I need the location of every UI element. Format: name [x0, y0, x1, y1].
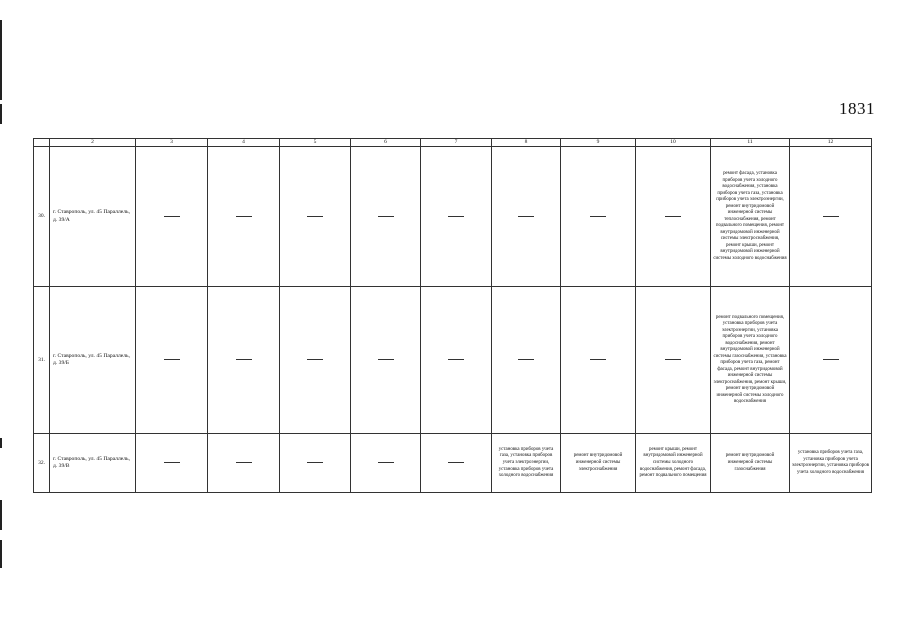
header-row [34, 139, 872, 147]
page-number: 1831 [839, 99, 875, 118]
dash-mark [590, 359, 606, 360]
dash-mark [590, 216, 606, 217]
empty-cell [208, 434, 280, 493]
dash-mark [518, 216, 534, 217]
dash-mark [164, 216, 180, 217]
dash-mark [378, 359, 394, 360]
row-address: г. Ставрополь, ул. 45 Параллель, д. 39/А [50, 147, 136, 287]
header-cell: 8 [492, 139, 561, 147]
work-list-cell: установка приборов учета газа, установка приборов учета электроэнергии, установка приборов учета холодного водоснабжения [492, 434, 561, 493]
header-cell: 3 [136, 139, 208, 147]
header-cell-num [34, 139, 50, 147]
scan-edge-mark [0, 438, 2, 448]
empty-cell [421, 287, 492, 434]
empty-cell [280, 147, 351, 287]
table-row [34, 434, 872, 493]
header-cell: 11 [711, 139, 790, 147]
header-cell: 9 [561, 139, 636, 147]
empty-cell [561, 287, 636, 434]
empty-cell [351, 147, 421, 287]
work-list-cell: ремонт подвального помещения, установка приборов учета электроэнергии, установка приборов учета холодного водоснабжения, ремонт внутридомовой инженерной системы газоснабжения, установка приборов учета газа, ремонт фасада, ремонт внутридомовой инженерной системы электроснабжения, ремонт крыши, ремонт внутридомовой инженерной системы холодного водоснабжения [711, 287, 790, 434]
header-cell: 2 [50, 139, 136, 147]
dash-mark [665, 359, 681, 360]
work-list-cell: ремонт крыши, ремонт внутридомовой инженерной системы холодного водоснабжения, ремонт фасада, ремонт подвального помещения [636, 434, 711, 493]
empty-cell [790, 147, 872, 287]
scan-edge-mark [0, 104, 2, 124]
empty-cell [421, 434, 492, 493]
row-number: 32. [34, 434, 50, 493]
empty-cell [280, 287, 351, 434]
row-address: г. Ставрополь, ул. 45 Параллель, д. 39/В [50, 434, 136, 493]
dash-mark [236, 216, 252, 217]
table-row [34, 147, 872, 287]
scan-edge-mark [0, 500, 2, 530]
dash-mark [307, 216, 323, 217]
empty-cell [636, 287, 711, 434]
dash-mark [448, 359, 464, 360]
empty-cell [351, 287, 421, 434]
dash-mark [665, 216, 681, 217]
dash-mark [164, 462, 180, 463]
empty-cell [136, 287, 208, 434]
scan-edge-mark [0, 540, 2, 568]
empty-cell [561, 147, 636, 287]
empty-cell [280, 434, 351, 493]
empty-cell [790, 287, 872, 434]
housing-works-table [33, 138, 872, 493]
empty-cell [492, 147, 561, 287]
row-number: 31. [34, 287, 50, 434]
dash-mark [307, 359, 323, 360]
row-address: г. Ставрополь, ул. 45 Параллель, д. 39/Б [50, 287, 136, 434]
work-list-cell: установка приборов учета газа, установка приборов учета электроэнергии, установка приборов учета холодного водоснабжения [790, 434, 872, 493]
work-list-cell: ремонт внутридомовой инженерной системы электроснабжения [561, 434, 636, 493]
header-cell: 4 [208, 139, 280, 147]
empty-cell [136, 147, 208, 287]
dash-mark [823, 359, 839, 360]
dash-mark [236, 462, 252, 463]
empty-cell [492, 287, 561, 434]
work-list-cell: ремонт внутридомовой инженерной системы газоснабжения [711, 434, 790, 493]
dash-mark [448, 462, 464, 463]
dash-mark [518, 359, 534, 360]
row-number: 30. [34, 147, 50, 287]
header-cell: 5 [280, 139, 351, 147]
dash-mark [378, 216, 394, 217]
header-cell: 10 [636, 139, 711, 147]
dash-mark [164, 359, 180, 360]
empty-cell [136, 434, 208, 493]
dash-mark [448, 216, 464, 217]
empty-cell [208, 287, 280, 434]
dash-mark [236, 359, 252, 360]
dash-mark [823, 216, 839, 217]
scan-edge-mark [0, 20, 2, 100]
header-cell: 6 [351, 139, 421, 147]
empty-cell [636, 147, 711, 287]
empty-cell [351, 434, 421, 493]
empty-cell [208, 147, 280, 287]
empty-cell [421, 147, 492, 287]
dash-mark [378, 462, 394, 463]
work-list-cell: ремонт фасада, установка приборов учета холодного водоснабжения, установка приборов учета газа, установка приборов учета электроэнергии, ремонт внутридомовой инженерной системы теплоснабжения, ремонт подвального помещения, ремонт внутридомовой инженерной системы электроснабжения, ремонт крыши, ремонт внутридомовой инженерной системы холодного водоснабжения [711, 147, 790, 287]
header-cell: 12 [790, 139, 872, 147]
dash-mark [307, 462, 323, 463]
header-cell: 7 [421, 139, 492, 147]
table-row [34, 287, 872, 434]
